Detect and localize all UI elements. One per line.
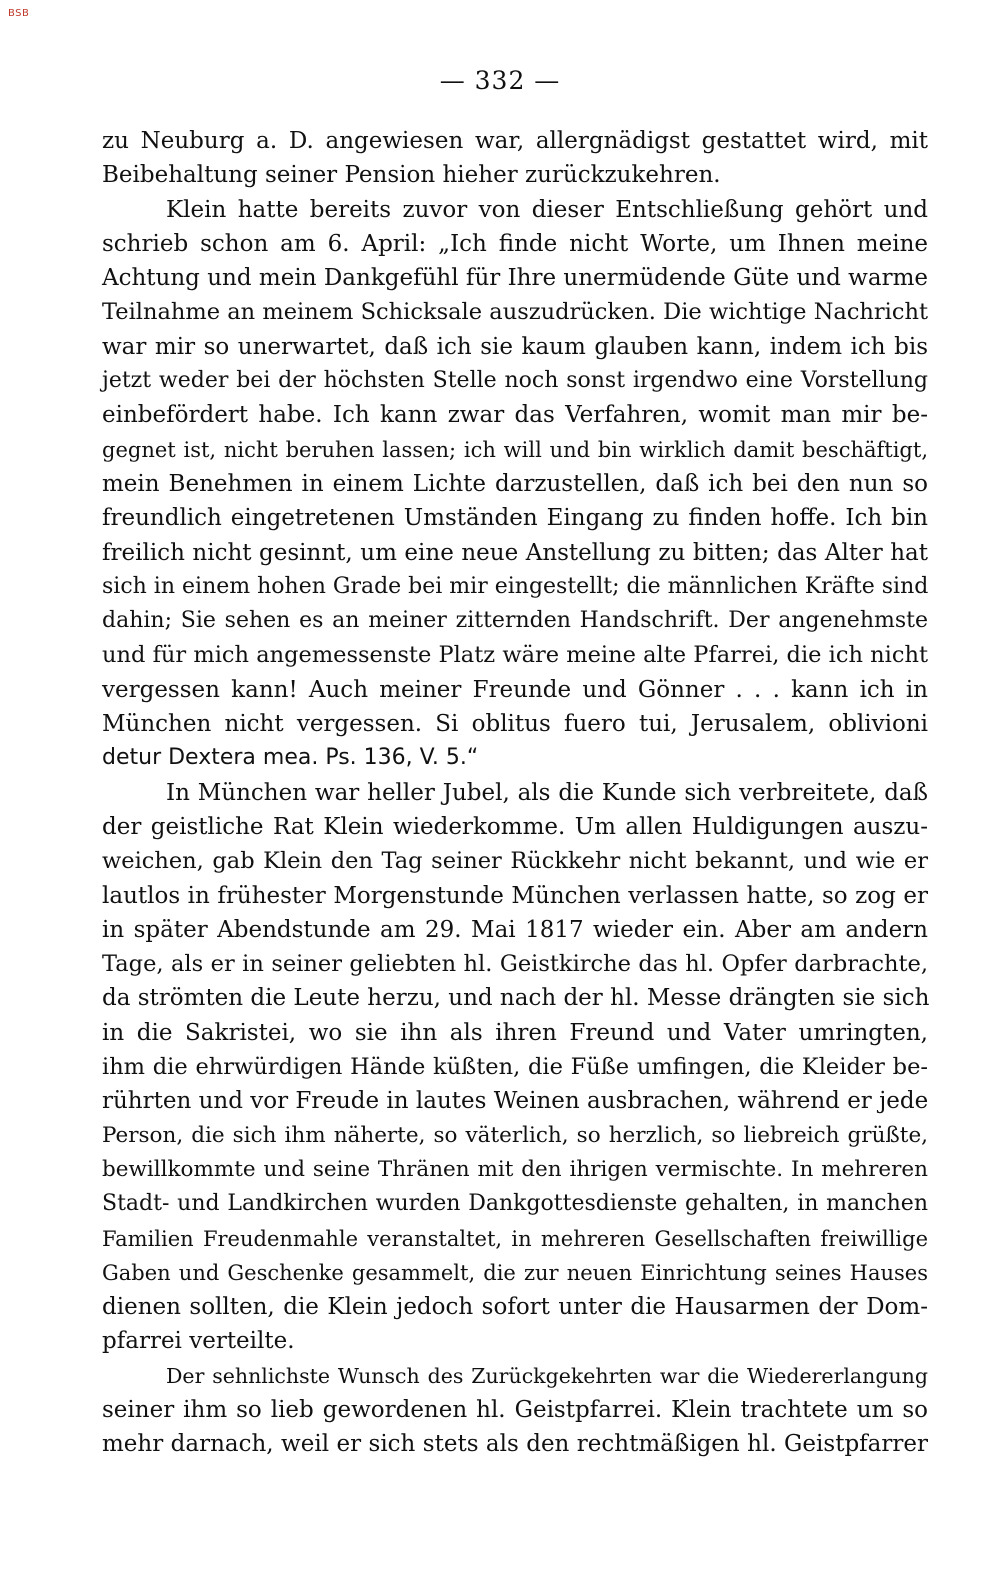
text-line: jetzt weder bei der höchsten Stelle noch sonst irgendwo eine Vorstellung — [102, 368, 928, 394]
text-line: und für mich angemessenste Platz wäre meine alte Pfarrei, die ich nicht — [102, 642, 928, 669]
text-line: in später Abendstunde am 29. Mai 1817 wieder ein. Aber am andern — [102, 916, 928, 943]
text-line: mein Benehmen in einem Lichte darzustellen, daß ich bei den nun so — [102, 470, 928, 497]
text-line: Achtung und mein Dankgefühl für Ihre unermüdende Güte und warme — [102, 265, 928, 292]
text-line: ihm die ehrwürdigen Hände küßten, die Füße umfingen, die Kleider be- — [102, 1054, 928, 1081]
text-line: in die Sakristei, wo sie ihn als ihren Freund und Vater umringten, — [102, 1019, 928, 1046]
text-line: weichen, gab Klein den Tag seiner Rückkehr nicht bekannt, und wie er — [102, 848, 928, 875]
body-text — [102, 124, 928, 1462]
text-line: freundlich eingetretenen Umständen Eingang zu finden hoffe. Ich bin — [102, 505, 928, 532]
text-line: freilich nicht gesinnt, um eine neue Anstellung zu bitten; das Alter hat — [102, 539, 928, 566]
text-line: da strömten die Leute herzu, und nach der hl. Messe drängten sie sich — [102, 985, 930, 1012]
text-line: München nicht vergessen. Si oblitus fuero tui, Jerusalem, oblivioni — [102, 711, 928, 738]
library-mark: BSB — [8, 8, 30, 19]
text-line: lautlos in frühester Morgenstunde München verlassen hatte, so zog er — [102, 882, 928, 909]
text-line: mehr darnach, weil er sich stets als den rechtmäßigen hl. Geistpfarrer — [102, 1431, 928, 1458]
text-line: Der sehnlichste Wunsch des Zurückgekehrten war die Wiedererlangung — [166, 1363, 928, 1388]
text-line: dahin; Sie sehen es an meiner zitternden Handschrift. Der angenehmste — [102, 608, 928, 634]
text-line: Tage, als er in seiner geliebten hl. Geistkirche das hl. Opfer darbrachte, — [102, 951, 928, 978]
text-line: Klein hatte bereits zuvor von dieser Entschließung gehört und — [166, 196, 928, 223]
text-line: pfarrei verteilte. — [102, 1328, 295, 1355]
text-line: detur Dextera mea. Ps. 136, V. 5.“ — [102, 745, 479, 771]
text-line: dienen sollten, die Klein jedoch sofort unter die Hausarmen der Dom- — [102, 1294, 928, 1321]
text-line: Familien Freudenmahle veranstaltet, in mehreren Gesellschaften freiwillige — [102, 1226, 928, 1251]
text-line: vergessen kann! Auch meiner Freunde und Gönner . . . kann ich in — [102, 676, 928, 703]
text-line: Teilnahme an meinem Schicksale auszudrücken. Die wichtige Nachricht — [102, 299, 928, 326]
text-line: sich in einem hohen Grade bei mir eingestellt; die männlichen Kräfte sind — [102, 573, 929, 599]
text-line: seiner ihm so lieb gewordenen hl. Geistpfarrei. Klein trachtete um so — [102, 1396, 928, 1423]
text-line: Person, die sich ihm näherte, so väterlich, so herzlich, so liebreich grüßte, — [102, 1122, 928, 1148]
text-line: war mir so unerwartet, daß ich sie kaum glauben kann, indem ich bis — [102, 333, 928, 360]
text-line: Stadt- und Landkirchen wurden Dankgottesdienste gehalten, in manchen — [102, 1191, 928, 1217]
text-line: Beibehaltung seiner Pension hieher zurückzukehren. — [102, 162, 721, 189]
text-line: gegnet ist, nicht beruhen lassen; ich will und bin wirklich damit beschäftigt, — [102, 437, 928, 462]
text-line: der geistliche Rat Klein wiederkomme. Um allen Huldigungen auszu- — [102, 813, 928, 840]
text-line: zu Neuburg a. D. angewiesen war, allergnädigst gestattet wird, mit — [102, 128, 928, 154]
text-line: In München war heller Jubel, als die Kunde sich verbreitete, daß — [166, 779, 928, 806]
text-line: bewillkommte und seine Thränen mit den ihrigen vermischte. In mehreren — [102, 1156, 928, 1182]
text-line: Gaben und Geschenke gesammelt, die zur neuen Einrichtung seines Hauses — [102, 1260, 928, 1285]
page-number: — 332 — — [439, 66, 561, 95]
text-line: schrieb schon am 6. April: „Ich finde nicht Worte, um Ihnen meine — [102, 230, 928, 257]
text-line: rührten und vor Freude in lautes Weinen ausbrachen, während er jede — [102, 1088, 929, 1115]
text-line: einbefördert habe. Ich kann zwar das Verfahren, womit man mir be- — [102, 402, 928, 429]
